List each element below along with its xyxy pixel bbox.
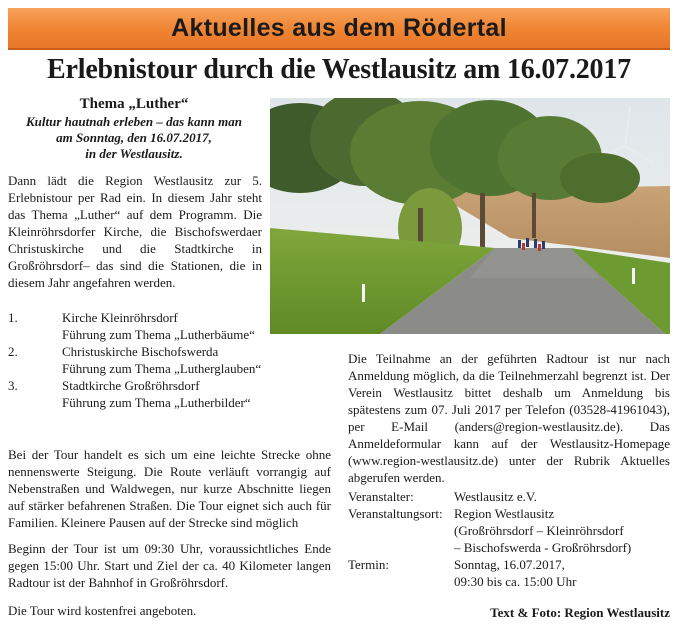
intro-line: Kultur hautnah erleben – das kann man: [25, 114, 243, 129]
station-detail: Führung zum Thema „Lutherbäume“: [62, 326, 255, 342]
info-row-organizer: [348, 488, 670, 505]
cyclists-on-country-road-photo: [270, 98, 670, 334]
article-headline: Erlebnistour durch die Westlausitz am 16.07.2017: [47, 54, 631, 85]
station-item: [8, 344, 338, 377]
info-row-venue: [348, 505, 670, 556]
paragraph-schedule: Beginn der Tour ist um 09:30 Uhr, voraussichtliches Ende gegen 15:00 Uhr. Start und Ziel der ca. 40 Kilometer langen Radtour ist der Bahnhof in Großröhrsdorf.: [8, 541, 331, 590]
venue-line: – Bischofswerda - Großröhrsdorf): [454, 540, 632, 555]
date-line: Sonntag, 16.07.2017,: [454, 557, 565, 572]
organizer-label: Veranstalter:: [348, 489, 414, 504]
organizer-value: Westlausitz e.V.: [454, 489, 537, 504]
section-banner: [8, 8, 670, 50]
event-info: [348, 488, 670, 590]
paragraph-invitation: Dann lädt die Region Westlausitz zur 5. Erlebnistour per Rad ein. In diesem Jahr steht das Thema „Luther“ auf dem Programm. Die Kleinröhrsdorfer Kirche, die Bischofswerdaer Christuskirche und die Stadtkirche in Großröhrsdorf– das sind die Stationen, die in diesem Jahr angefahren werden.: [8, 173, 262, 290]
station-number: 3.: [8, 378, 18, 393]
intro-line: am Sonntag, den 16.07.2017,: [56, 130, 212, 145]
venue-line: (Großröhrsdorf – Kleinröhrsdorf: [454, 523, 624, 538]
article-topic: Thema „Luther“: [79, 96, 189, 112]
venue-line: Region Westlausitz: [454, 506, 555, 521]
photo-credit: Text & Foto: Region Westlausitz: [490, 605, 670, 620]
date-line: 09:30 bis ca. 15:00 Uhr: [454, 574, 577, 589]
date-label: Termin:: [348, 557, 389, 572]
station-number: 2.: [8, 344, 18, 359]
station-item: [8, 378, 338, 411]
station-name: Christuskirche Bischofswerda: [62, 344, 219, 359]
paragraph-free: Die Tour wird kostenfrei angeboten.: [8, 603, 197, 618]
station-number: 1.: [8, 310, 18, 325]
banner-title: Aktuelles aus dem Rödertal: [171, 13, 507, 42]
paragraph-registration: Die Teilnahme an der geführten Radtour ist nur nach Anmeldung möglich, da die Teilnehmerzahl begrenzt ist. Der Verein Westlausitz bittet deshalb um Anmeldung bis spätestens zum 07. Juli 2017 per Telefon (03528-41961043), per E-Mail (anders@region-westlausitz.de). Das Anmeldeformular kann auf der Westlausitz-Homepage (www.region-westlausitz.de) unter der Rubrik Aktuelles abgerufen werden.: [348, 351, 670, 485]
paragraph-route: Bei der Tour handelt es sich um eine leichte Strecke ohne nennenswerte Steigung. Die Route verläuft vorrangig auf Nebenstraßen und Waldwegen, nur kurze Abschnitte liegen auf stärker befahrenen Straßen. Die Tour eignet sich auch für Familien. Kleinere Pausen auf der Strecke sind möglich: [8, 447, 331, 530]
station-name: Stadtkirche Großröhrsdorf: [62, 378, 200, 393]
info-row-date: [348, 556, 670, 590]
station-detail: Führung zum Thema „Lutherglauben“: [62, 360, 262, 376]
intro-line: in der Westlausitz.: [85, 146, 183, 161]
station-name: Kirche Kleinröhrsdorf: [62, 310, 178, 325]
venue-label: Veranstaltungsort:: [348, 506, 443, 521]
article-photo: [270, 98, 670, 334]
article-intro: [8, 114, 260, 162]
station-detail: Führung zum Thema „Lutherbilder“: [62, 394, 251, 410]
